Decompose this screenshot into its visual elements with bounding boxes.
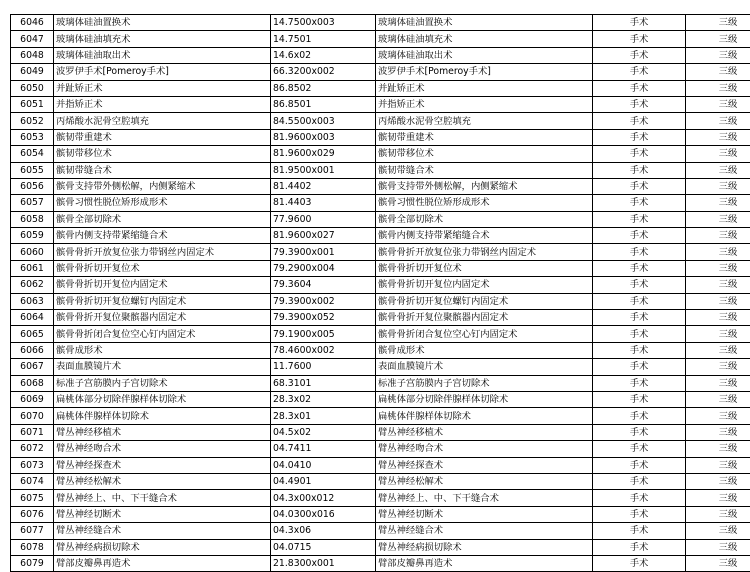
cell-number: 04.0300x016 (271, 506, 376, 522)
table-row (11, 391, 750, 407)
cell-name-duplicate: 波罗伊手术[Pomeroy手术] (376, 64, 593, 80)
cell-code: 6072 (11, 441, 54, 457)
cell-name: 丙烯酸水泥骨空腔填充 (54, 113, 271, 129)
cell-name-duplicate: 髌韧带缝合术 (376, 162, 593, 178)
cell-type: 手术 (593, 260, 686, 276)
cell-number: 04.0410 (271, 457, 376, 473)
cell-name: 髌骨骨折切开复位术 (54, 260, 271, 276)
cell-name: 臂丛神经上、中、下干缝合术 (54, 490, 271, 506)
cell-code: 6057 (11, 195, 54, 211)
cell-level: 三级 (686, 146, 750, 162)
cell-number: 28.3x01 (271, 408, 376, 424)
cell-name-duplicate: 表面血膜镜片术 (376, 359, 593, 375)
cell-code: 6066 (11, 342, 54, 358)
cell-code: 6075 (11, 490, 54, 506)
cell-name: 髌骨骨折闭合复位空心钉内固定术 (54, 326, 271, 342)
cell-number: 81.9600x003 (271, 129, 376, 145)
cell-number: 04.4901 (271, 473, 376, 489)
cell-code: 6060 (11, 244, 54, 260)
cell-number: 79.3900x052 (271, 310, 376, 326)
cell-name-duplicate: 髌骨骨折开放复位张力带钢丝内固定术 (376, 244, 593, 260)
cell-name: 玻璃体硅油取出术 (54, 47, 271, 63)
cell-type: 手术 (593, 293, 686, 309)
cell-name-duplicate: 髌骨骨折切开复位术 (376, 260, 593, 276)
cell-number: 86.8502 (271, 80, 376, 96)
cell-type: 手术 (593, 555, 686, 571)
cell-type: 手术 (593, 47, 686, 63)
table-row (11, 326, 750, 342)
cell-number: 14.6x02 (271, 47, 376, 63)
cell-name: 玻璃体硅油填充术 (54, 31, 271, 47)
cell-type: 手术 (593, 113, 686, 129)
cell-type: 手术 (593, 244, 686, 260)
cell-level: 三级 (686, 47, 750, 63)
cell-type: 手术 (593, 424, 686, 440)
cell-code: 6056 (11, 178, 54, 194)
cell-number: 14.7500x003 (271, 15, 376, 31)
cell-code: 6055 (11, 162, 54, 178)
cell-type: 手术 (593, 178, 686, 194)
cell-number: 11.7600 (271, 359, 376, 375)
cell-name-duplicate: 髌骨支持带外侧松解，内侧紧缩术 (376, 178, 593, 194)
cell-level: 三级 (686, 162, 750, 178)
cell-type: 手术 (593, 64, 686, 80)
cell-code: 6071 (11, 424, 54, 440)
cell-code: 6079 (11, 555, 54, 571)
cell-level: 三级 (686, 195, 750, 211)
cell-code: 6052 (11, 113, 54, 129)
cell-type: 手术 (593, 490, 686, 506)
cell-name: 标准子宫筋膜内子宫切除术 (54, 375, 271, 391)
cell-number: 04.0715 (271, 539, 376, 555)
cell-name: 臂部皮瓣鼻再造术 (54, 555, 271, 571)
table-row (11, 113, 750, 129)
cell-level: 三级 (686, 408, 750, 424)
cell-name: 臂丛神经移植术 (54, 424, 271, 440)
cell-level: 三级 (686, 96, 750, 112)
cell-type: 手术 (593, 539, 686, 555)
cell-name-duplicate: 臂部皮瓣鼻再造术 (376, 555, 593, 571)
cell-name-duplicate: 髌韧带移位术 (376, 146, 593, 162)
cell-level: 三级 (686, 244, 750, 260)
cell-level: 三级 (686, 15, 750, 31)
table-row (11, 146, 750, 162)
table-row (11, 244, 750, 260)
cell-name-duplicate: 髌骨骨折闭合复位空心钉内固定术 (376, 326, 593, 342)
cell-level: 三级 (686, 211, 750, 227)
table-row (11, 293, 750, 309)
cell-name: 髌骨骨折切开复位螺钉内固定术 (54, 293, 271, 309)
cell-name: 臂丛神经探查术 (54, 457, 271, 473)
table-row (11, 523, 750, 539)
cell-type: 手术 (593, 506, 686, 522)
cell-name-duplicate: 臂丛神经缝合术 (376, 523, 593, 539)
cell-type: 手术 (593, 31, 686, 47)
cell-name-duplicate: 标准子宫筋膜内子宫切除术 (376, 375, 593, 391)
cell-code: 6047 (11, 31, 54, 47)
cell-code: 6078 (11, 539, 54, 555)
cell-name-duplicate: 并趾矫正术 (376, 80, 593, 96)
cell-number: 14.7501 (271, 31, 376, 47)
cell-name: 髌骨成形术 (54, 342, 271, 358)
cell-code: 6076 (11, 506, 54, 522)
cell-name-duplicate: 扁桃体伴腺样体切除术 (376, 408, 593, 424)
cell-level: 三级 (686, 31, 750, 47)
cell-code: 6058 (11, 211, 54, 227)
cell-number: 04.5x02 (271, 424, 376, 440)
cell-code: 6065 (11, 326, 54, 342)
cell-type: 手术 (593, 96, 686, 112)
cell-type: 手术 (593, 342, 686, 358)
cell-level: 三级 (686, 178, 750, 194)
cell-number: 79.2900x004 (271, 260, 376, 276)
cell-number: 79.1900x005 (271, 326, 376, 342)
cell-name-duplicate: 髌骨骨折切开复位螺钉内固定术 (376, 293, 593, 309)
cell-name: 髌韧带缝合术 (54, 162, 271, 178)
cell-name: 波罗伊手术[Pomeroy手术] (54, 64, 271, 80)
table-row (11, 473, 750, 489)
cell-name-duplicate: 臂丛神经探查术 (376, 457, 593, 473)
cell-number: 79.3900x001 (271, 244, 376, 260)
cell-level: 三级 (686, 473, 750, 489)
cell-name-duplicate: 髌骨骨折切开复位内固定术 (376, 277, 593, 293)
cell-name: 髌骨骨折切开复位内固定术 (54, 277, 271, 293)
cell-name-duplicate: 臂丛神经吻合术 (376, 441, 593, 457)
cell-level: 三级 (686, 441, 750, 457)
cell-number: 84.5500x003 (271, 113, 376, 129)
cell-name: 臂丛神经缝合术 (54, 523, 271, 539)
cell-code: 6050 (11, 80, 54, 96)
cell-type: 手术 (593, 195, 686, 211)
cell-code: 6059 (11, 228, 54, 244)
cell-type: 手术 (593, 277, 686, 293)
cell-number: 28.3x02 (271, 391, 376, 407)
cell-level: 三级 (686, 277, 750, 293)
cell-level: 三级 (686, 539, 750, 555)
cell-level: 三级 (686, 555, 750, 571)
cell-level: 三级 (686, 129, 750, 145)
cell-code: 6069 (11, 391, 54, 407)
cell-type: 手术 (593, 457, 686, 473)
cell-name: 臂丛神经切断术 (54, 506, 271, 522)
cell-name-duplicate: 髌骨骨折开复位聚髌器内固定术 (376, 310, 593, 326)
cell-type: 手术 (593, 228, 686, 244)
cell-name: 髌骨内侧支持带紧缩缝合术 (54, 228, 271, 244)
cell-level: 三级 (686, 342, 750, 358)
cell-code: 6064 (11, 310, 54, 326)
cell-name-duplicate: 玻璃体硅油填充术 (376, 31, 593, 47)
table-row (11, 490, 750, 506)
cell-number: 81.4403 (271, 195, 376, 211)
cell-level: 三级 (686, 228, 750, 244)
cell-name: 扁桃体伴腺样体切除术 (54, 408, 271, 424)
table-row (11, 64, 750, 80)
cell-name-duplicate: 并指矫正术 (376, 96, 593, 112)
cell-code: 6061 (11, 260, 54, 276)
cell-level: 三级 (686, 64, 750, 80)
cell-name: 髌韧带重建术 (54, 129, 271, 145)
procedure-table (10, 14, 750, 572)
cell-code: 6067 (11, 359, 54, 375)
cell-number: 04.3x00x012 (271, 490, 376, 506)
cell-name-duplicate: 玻璃体硅油置换术 (376, 15, 593, 31)
cell-name-duplicate: 髌韧带重建术 (376, 129, 593, 145)
cell-code: 6063 (11, 293, 54, 309)
table-row (11, 342, 750, 358)
table-row (11, 424, 750, 440)
cell-level: 三级 (686, 310, 750, 326)
cell-code: 6054 (11, 146, 54, 162)
cell-level: 三级 (686, 326, 750, 342)
cell-number: 79.3900x002 (271, 293, 376, 309)
table-row (11, 80, 750, 96)
table-row (11, 441, 750, 457)
table-row (11, 31, 750, 47)
table-row (11, 375, 750, 391)
table-row (11, 555, 750, 571)
cell-code: 6073 (11, 457, 54, 473)
cell-type: 手术 (593, 15, 686, 31)
cell-type: 手术 (593, 211, 686, 227)
cell-level: 三级 (686, 293, 750, 309)
cell-number: 78.4600x002 (271, 342, 376, 358)
cell-code: 6051 (11, 96, 54, 112)
cell-name: 髌骨习惯性脱位矫形成形术 (54, 195, 271, 211)
cell-type: 手术 (593, 473, 686, 489)
cell-number: 79.3604 (271, 277, 376, 293)
table-row (11, 359, 750, 375)
cell-code: 6049 (11, 64, 54, 80)
cell-code: 6074 (11, 473, 54, 489)
cell-name: 并趾矫正术 (54, 80, 271, 96)
cell-level: 三级 (686, 375, 750, 391)
cell-type: 手术 (593, 80, 686, 96)
cell-name-duplicate: 髌骨全部切除术 (376, 211, 593, 227)
cell-number: 77.9600 (271, 211, 376, 227)
cell-name-duplicate: 臂丛神经松解术 (376, 473, 593, 489)
cell-number: 81.9600x029 (271, 146, 376, 162)
cell-type: 手术 (593, 391, 686, 407)
cell-name-duplicate: 臂丛神经切断术 (376, 506, 593, 522)
cell-number: 66.3200x002 (271, 64, 376, 80)
cell-level: 三级 (686, 490, 750, 506)
cell-code: 6070 (11, 408, 54, 424)
table-row (11, 47, 750, 63)
table-row (11, 129, 750, 145)
cell-number: 81.9500x001 (271, 162, 376, 178)
table-row (11, 15, 750, 31)
cell-code: 6053 (11, 129, 54, 145)
cell-name-duplicate: 丙烯酸水泥骨空腔填充 (376, 113, 593, 129)
cell-type: 手术 (593, 162, 686, 178)
table-row (11, 539, 750, 555)
cell-code: 6062 (11, 277, 54, 293)
cell-type: 手术 (593, 129, 686, 145)
cell-level: 三级 (686, 260, 750, 276)
table-row (11, 211, 750, 227)
cell-name-duplicate: 髌骨内侧支持带紧缩缝合术 (376, 228, 593, 244)
cell-name: 玻璃体硅油置换术 (54, 15, 271, 31)
cell-level: 三级 (686, 113, 750, 129)
cell-name-duplicate: 臂丛神经上、中、下干缝合术 (376, 490, 593, 506)
cell-number: 81.4402 (271, 178, 376, 194)
cell-name: 臂丛神经松解术 (54, 473, 271, 489)
cell-number: 21.8300x001 (271, 555, 376, 571)
cell-name-duplicate: 扁桃体部分切除伴腺样体切除术 (376, 391, 593, 407)
cell-type: 手术 (593, 523, 686, 539)
cell-name-duplicate: 臂丛神经移植术 (376, 424, 593, 440)
cell-type: 手术 (593, 326, 686, 342)
table-row (11, 408, 750, 424)
cell-name: 臂丛神经病损切除术 (54, 539, 271, 555)
cell-number: 81.9600x027 (271, 228, 376, 244)
cell-level: 三级 (686, 523, 750, 539)
cell-name: 髌骨骨折开复位聚髌器内固定术 (54, 310, 271, 326)
cell-name: 表面血膜镜片术 (54, 359, 271, 375)
cell-name-duplicate: 髌骨习惯性脱位矫形成形术 (376, 195, 593, 211)
cell-type: 手术 (593, 441, 686, 457)
table-row (11, 277, 750, 293)
cell-type: 手术 (593, 146, 686, 162)
cell-name-duplicate: 臂丛神经病损切除术 (376, 539, 593, 555)
cell-name: 髌骨骨折开放复位张力带钢丝内固定术 (54, 244, 271, 260)
cell-number: 68.3101 (271, 375, 376, 391)
cell-name-duplicate: 髌骨成形术 (376, 342, 593, 358)
table-row (11, 310, 750, 326)
cell-level: 三级 (686, 359, 750, 375)
table-row (11, 260, 750, 276)
cell-name: 扁桃体部分切除伴腺样体切除术 (54, 391, 271, 407)
cell-code: 6046 (11, 15, 54, 31)
cell-number: 04.3x06 (271, 523, 376, 539)
cell-code: 6068 (11, 375, 54, 391)
cell-level: 三级 (686, 424, 750, 440)
cell-type: 手术 (593, 408, 686, 424)
table-row (11, 506, 750, 522)
table-row (11, 178, 750, 194)
cell-name: 髌骨支持带外侧松解，内侧紧缩术 (54, 178, 271, 194)
cell-level: 三级 (686, 80, 750, 96)
table-row (11, 96, 750, 112)
cell-type: 手术 (593, 359, 686, 375)
cell-number: 86.8501 (271, 96, 376, 112)
table-row (11, 228, 750, 244)
cell-code: 6077 (11, 523, 54, 539)
cell-level: 三级 (686, 506, 750, 522)
cell-number: 04.7411 (271, 441, 376, 457)
cell-name: 髌韧带移位术 (54, 146, 271, 162)
cell-name: 臂丛神经吻合术 (54, 441, 271, 457)
table-row (11, 195, 750, 211)
cell-name: 并指矫正术 (54, 96, 271, 112)
cell-type: 手术 (593, 310, 686, 326)
cell-code: 6048 (11, 47, 54, 63)
table-row (11, 457, 750, 473)
cell-level: 三级 (686, 457, 750, 473)
cell-level: 三级 (686, 391, 750, 407)
cell-type: 手术 (593, 375, 686, 391)
cell-name: 髌骨全部切除术 (54, 211, 271, 227)
cell-name-duplicate: 玻璃体硅油取出术 (376, 47, 593, 63)
table-row (11, 162, 750, 178)
